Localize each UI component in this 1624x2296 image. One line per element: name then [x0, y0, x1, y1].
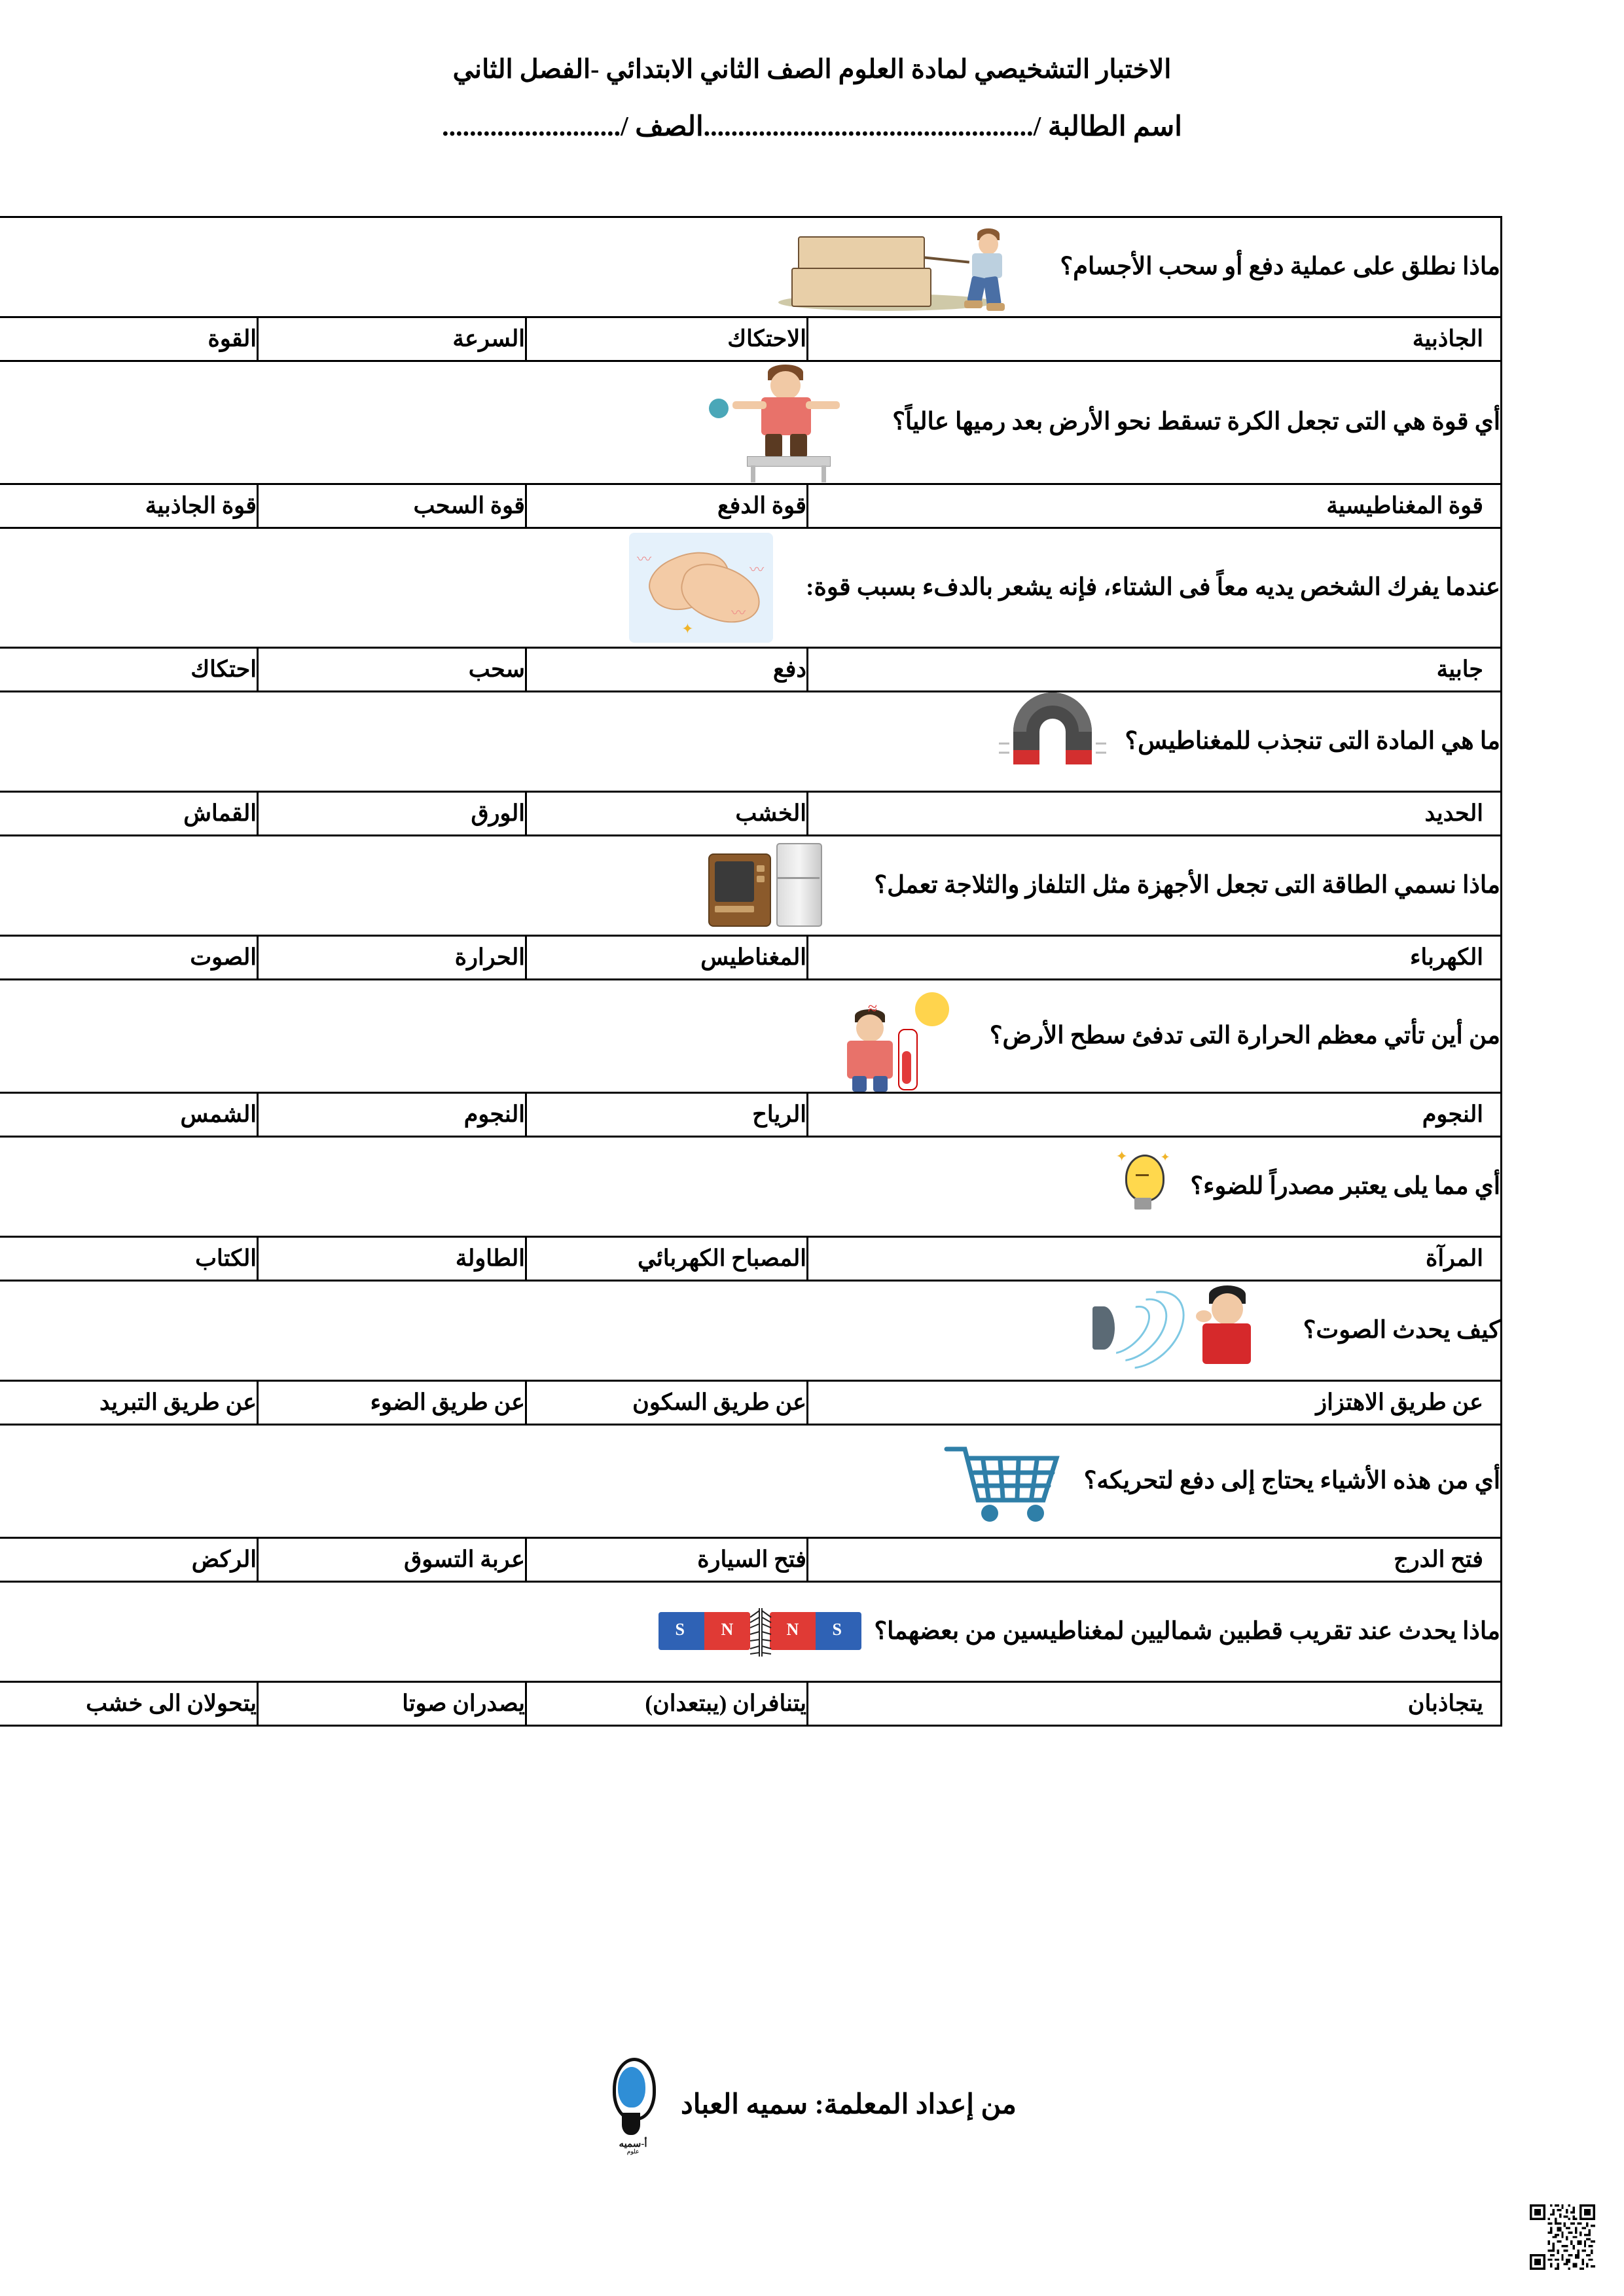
- option-q3-a[interactable]: جابية: [808, 648, 1502, 692]
- question-cell-q5: [0, 836, 1502, 936]
- student-info-line: [0, 85, 1624, 143]
- option-q5-b[interactable]: المغناطيس: [526, 936, 808, 980]
- qr-code[interactable]: [1530, 2204, 1595, 2270]
- question-row: [0, 692, 1502, 792]
- option-q9-d[interactable]: الركض: [0, 1538, 258, 1582]
- question-row: [0, 361, 1502, 484]
- question-row: [0, 1137, 1502, 1237]
- option-q4-b[interactable]: الخشب: [526, 792, 808, 836]
- option-q8-c[interactable]: عن طريق الضوء: [258, 1381, 526, 1425]
- option-q9-c[interactable]: عربة التسوق: [258, 1538, 526, 1582]
- question-row: [0, 836, 1502, 936]
- question-row: [0, 217, 1502, 317]
- option-q1-c[interactable]: السرعة: [258, 317, 526, 361]
- option-q6-d[interactable]: الشمس: [0, 1093, 258, 1137]
- magnet-label-left-s: S: [675, 1620, 685, 1639]
- student-name-blank[interactable]: ................................................: [703, 112, 1034, 142]
- option-q7-b[interactable]: المصباح الكهربائي: [526, 1237, 808, 1281]
- option-q6-b[interactable]: الرياح: [526, 1093, 808, 1137]
- speaker-sound-waves-icon: [1081, 1282, 1297, 1380]
- footer-text: من إعداد المعلمة: سميه العباد: [681, 2090, 1017, 2120]
- options-row: [0, 648, 1502, 692]
- question-text-q4: ما هي المادة التى تنجذب للمغناطيس؟: [1125, 727, 1500, 755]
- option-q2-b[interactable]: قوة الدفع: [526, 484, 808, 528]
- options-row: [0, 1093, 1502, 1137]
- question-text-q10: ماذا يحدث عند تقريب قطبين شماليين لمغناطيسين من بعضهما؟: [874, 1617, 1500, 1645]
- magnet-label-right-s: S: [832, 1620, 842, 1639]
- question-row: [0, 1582, 1502, 1682]
- option-q10-c[interactable]: يصدران صوتا: [258, 1682, 526, 1726]
- footer: [0, 2055, 1624, 2153]
- option-q4-d[interactable]: القماش: [0, 792, 258, 836]
- question-cell-q6: [0, 980, 1502, 1093]
- question-text-q8: كيف يحدث الصوت؟: [1303, 1316, 1500, 1344]
- student-name-label: اسم الطالبة /: [1033, 112, 1182, 142]
- option-q2-c[interactable]: قوة السحب: [258, 484, 526, 528]
- options-row: [0, 317, 1502, 361]
- option-q6-c[interactable]: النجوم: [258, 1093, 526, 1137]
- option-q7-c[interactable]: الطاولة: [258, 1237, 526, 1281]
- question-cell-q9: [0, 1425, 1502, 1538]
- question-text-q9: أي من هذه الأشياء يحتاج إلى دفع لتحريكه؟: [1083, 1467, 1500, 1494]
- question-row: [0, 980, 1502, 1093]
- option-q8-a[interactable]: عن طريق الاهتزاز: [808, 1381, 1502, 1425]
- options-row: [0, 1538, 1502, 1582]
- question-cell-q2: [0, 361, 1502, 484]
- light-bulb-icon: ✦ ✦: [1106, 1144, 1184, 1229]
- question-cell-q7: [0, 1137, 1502, 1237]
- class-label: الصف /: [621, 112, 704, 142]
- question-cell-q3: [0, 528, 1502, 648]
- shopping-cart-icon: [907, 1432, 1077, 1530]
- question-cell-q4: [0, 692, 1502, 792]
- question-text-q2: أي قوة هي التى تجعل الكرة تسقط نحو الأرض بعد رميها عالياً؟: [892, 408, 1500, 436]
- question-cell-q1: [0, 217, 1502, 317]
- option-q4-a[interactable]: الحديد: [808, 792, 1502, 836]
- question-text-q6: من أين تأتي معظم الحرارة التى تدفئ سطح الأرض؟: [989, 1022, 1500, 1049]
- option-q1-d[interactable]: القوة: [0, 317, 258, 361]
- question-text-q7: أي مما يلى يعتبر مصدراً للضوء؟: [1190, 1172, 1500, 1200]
- logo-label: أ-سميه: [619, 2139, 647, 2149]
- options-row: [0, 1682, 1502, 1726]
- options-row: [0, 1381, 1502, 1425]
- option-q9-a[interactable]: فتح الدرج: [808, 1538, 1502, 1582]
- options-row: [0, 484, 1502, 528]
- question-row: [0, 1425, 1502, 1538]
- horseshoe-magnet-icon: [961, 692, 1118, 791]
- options-row: [0, 792, 1502, 836]
- option-q1-b[interactable]: الاحتكاك: [526, 317, 808, 361]
- sun-heat-thermometer-icon: ≈: [800, 987, 983, 1085]
- question-cell-q10: [0, 1582, 1502, 1682]
- option-q6-a[interactable]: النجوم: [808, 1093, 1502, 1137]
- option-q5-d[interactable]: الصوت: [0, 936, 258, 980]
- option-q4-c[interactable]: الورق: [258, 792, 526, 836]
- option-q10-a[interactable]: يتجاذبان: [808, 1682, 1502, 1726]
- option-q5-c[interactable]: الحرارة: [258, 936, 526, 980]
- logo-sublabel: علوم: [626, 2148, 640, 2155]
- question-text-q1: ماذا نطلق على عملية دفع أو سحب الأجسام؟: [1060, 253, 1500, 280]
- hands-rubbing-icon: 〰 〰 〰 ✦: [603, 529, 799, 647]
- two-bar-magnets-repelling-icon: [652, 1596, 868, 1667]
- option-q8-d[interactable]: عن طريق التبريد: [0, 1381, 258, 1425]
- option-q3-d[interactable]: احتكاك: [0, 648, 258, 692]
- magnet-label-right-n: N: [786, 1620, 799, 1639]
- options-row: [0, 936, 1502, 980]
- magnet-label-left-n: N: [721, 1620, 734, 1639]
- option-q9-b[interactable]: فتح السيارة: [526, 1538, 808, 1582]
- option-q2-d[interactable]: قوة الجاذبية: [0, 484, 258, 528]
- options-row: [0, 1237, 1502, 1281]
- option-q10-d[interactable]: يتحولان الى خشب: [0, 1682, 258, 1726]
- child-on-stool-ball-icon: [670, 362, 886, 483]
- page-title: الاختبار التشخيصي لمادة العلوم الصف الثاني الابتدائي -الفصل الثاني: [452, 54, 1172, 84]
- class-blank[interactable]: ..........................: [442, 112, 621, 142]
- question-text-q3: عندما يفرك الشخص يديه معاً فى الشتاء، فإنه يشعر بالدفء بسبب قوة:: [806, 573, 1500, 601]
- question-row: [0, 528, 1502, 648]
- option-q5-a[interactable]: الكهرباء: [808, 936, 1502, 980]
- option-q3-c[interactable]: سحب: [258, 648, 526, 692]
- option-q7-a[interactable]: المرآة: [808, 1237, 1502, 1281]
- option-q8-b[interactable]: عن طريق السكون: [526, 1381, 808, 1425]
- question-cell-q8: [0, 1281, 1502, 1381]
- option-q3-b[interactable]: دفع: [526, 648, 808, 692]
- option-q2-a[interactable]: قوة المغناطيسية: [808, 484, 1502, 528]
- person-pulling-crates-icon: [772, 218, 1053, 316]
- question-text-q5: ماذا نسمي الطاقة التى تجعل الأجهزة مثل التلفاز والثلاجة تعمل؟: [874, 871, 1500, 899]
- option-q1-a[interactable]: الجاذبية: [808, 317, 1502, 361]
- fridge-and-tv-icon: [672, 836, 868, 935]
- question-row: [0, 1281, 1502, 1381]
- teacher-bulb-logo: [607, 2055, 659, 2153]
- option-q7-d[interactable]: الكتاب: [0, 1237, 258, 1281]
- quiz-table: [0, 216, 1502, 1727]
- option-q10-b[interactable]: يتنافران (يبتعدان): [526, 1682, 808, 1726]
